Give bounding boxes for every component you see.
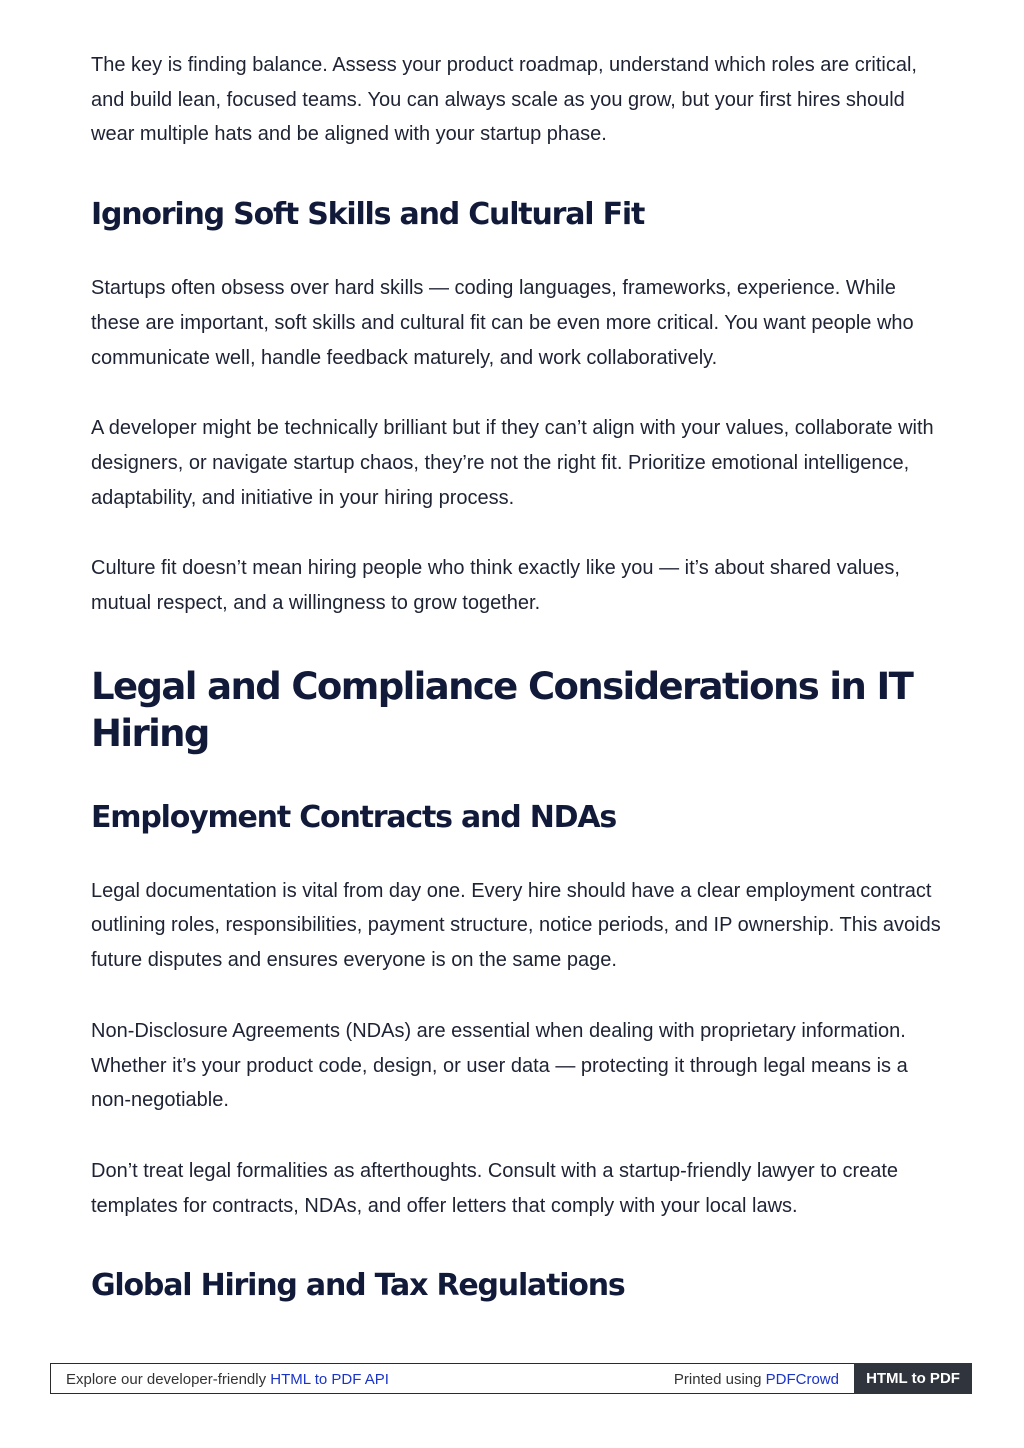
html-to-pdf-api-link[interactable]: HTML to PDF API [270, 1371, 389, 1388]
contracts-paragraph: Legal documentation is vital from day one. Every hire should have a clear employment contract outlining roles, responsibilities, payment structure, notice periods, and IP ownership. This avoids future disputes and ensures everyone is on the same page. [91, 879, 941, 972]
soft-skills-paragraph: Culture fit doesn’t mean hiring people who think exactly like you — it’s about shared values, mutual respect, and a willingness to grow together. [91, 557, 900, 615]
pdfcrowd-link[interactable]: PDFCrowd [765, 1371, 839, 1388]
footer-explore-text: Explore our developer-friendly [66, 1371, 271, 1388]
footer-printed [674, 1371, 839, 1388]
contracts-paragraph: Non-Disclosure Agreements (NDAs) are essential when dealing with proprietary information. Whether it’s your product code, design, or user data — protecting it through legal means is a non-negotiable. [91, 1019, 908, 1112]
subsection-heading-global: Global Hiring and Tax Regulations [91, 1268, 625, 1304]
soft-skills-paragraph: Startups often obsess over hard skills — coding languages, frameworks, experience. While these are important, soft skills and cultural fit can be even more critical. You want people who communicate well, handle feedback maturely, and work collaboratively. [91, 277, 914, 369]
soft-skills-paragraph: A developer might be technically brilliant but if they can’t align with your values, collaborate with designers, or navigate startup chaos, they’re not the right fit. Prioritize emotional intelligence, adaptability, and initiative in your hiring process. [91, 417, 934, 509]
html-to-pdf-badge[interactable]: HTML to PDF [854, 1363, 972, 1394]
footer-printed-text: Printed using [673, 1371, 766, 1388]
pdf-footer-bar [50, 1363, 972, 1394]
section-heading-legal: Legal and Compliance Considerations in IT Hiring [91, 664, 913, 755]
article-content [91, 48, 941, 1306]
contracts-paragraph: Don’t treat legal formalities as afterthoughts. Consult with a startup-friendly lawyer to create templates for contracts, NDAs, and offer letters that comply with your local laws. [91, 1159, 899, 1217]
subsection-heading-contracts: Employment Contracts and NDAs [91, 799, 617, 835]
footer-explore [66, 1371, 389, 1388]
section-heading-soft-skills: Ignoring Soft Skills and Cultural Fit [91, 197, 645, 233]
intro-paragraph: The key is finding balance. Assess your product roadmap, understand which roles are critical, and build lean, focused teams. You can always scale as you grow, but your first hires should wear multiple hats and be aligned with your startup phase. [91, 54, 917, 146]
